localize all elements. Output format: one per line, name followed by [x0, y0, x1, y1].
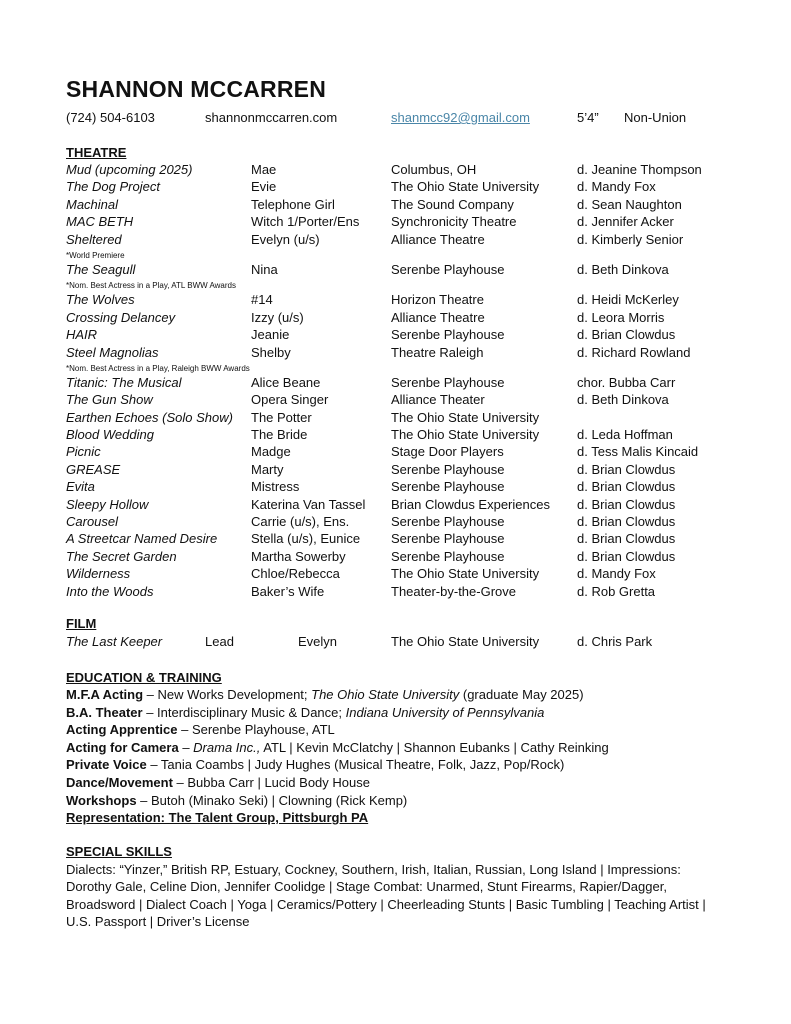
credit-director: d. Sean Naughton	[577, 196, 682, 212]
film-role: Evelyn	[298, 634, 338, 649]
credit-venue: The Ohio State University	[391, 566, 540, 582]
credit-role: Witch 1/Porter/Ens	[251, 214, 360, 230]
credit-role: Mae	[251, 162, 277, 177]
credit-show: The Gun Show	[66, 392, 153, 408]
credit-director: d. Beth Dinkova	[577, 261, 669, 277]
skills-heading: SPECIAL SKILLS	[66, 844, 172, 859]
credit-director: d. Mandy Fox	[577, 566, 656, 582]
credit-show: Into the Woods	[66, 583, 154, 599]
credit-role: Evie	[251, 179, 277, 195]
credit-venue: Serenbe Playhouse	[391, 327, 505, 343]
credit-show: Earthen Echoes (Solo Show)	[66, 409, 233, 425]
theatre-credit-row	[66, 310, 786, 327]
credit-note: *World Premiere	[66, 250, 125, 260]
credit-role: Marty	[251, 461, 284, 477]
education-ba: B.A. Theater – Interdisciplinary Music & Dance; Indiana University of Pennsylvania	[66, 704, 545, 720]
credit-director: d. Beth Dinkova	[577, 392, 669, 408]
theatre-credit-row	[66, 232, 786, 249]
credit-director: d. Brian Clowdus	[577, 479, 676, 495]
credit-venue: Serenbe Playhouse	[391, 374, 505, 390]
credit-show: Sleepy Hollow	[66, 496, 149, 512]
credit-show: Machinal	[66, 196, 119, 212]
credit-role: Opera Singer	[251, 392, 329, 408]
credit-show: The Seagull	[66, 261, 136, 277]
credit-director: d. Leda Hoffman	[577, 427, 673, 443]
credit-show: MAC BETH	[66, 214, 134, 230]
theatre-credit-row	[66, 292, 786, 309]
credit-show: Blood Wedding	[66, 427, 154, 443]
film-director: d. Chris Park	[577, 634, 653, 649]
credit-venue: Theatre Raleigh	[391, 344, 484, 360]
credit-show: GREASE	[66, 461, 121, 477]
credit-note: *Nom. Best Actress in a Play, ATL BWW Awards	[66, 281, 236, 291]
theatre-credit-row	[66, 375, 786, 392]
theatre-credit-row	[66, 197, 786, 214]
education-mfa: M.F.A Acting – New Works Development; The Ohio State University (graduate May 2025)	[66, 687, 584, 702]
credit-show: The Wolves	[66, 292, 135, 308]
credit-director: d. Jeanine Thompson	[577, 162, 702, 177]
credit-director: d. Kimberly Senior	[577, 231, 684, 247]
credit-role: Izzy (u/s)	[251, 309, 304, 325]
credit-show: Titanic: The Musical	[66, 374, 182, 390]
credit-show: Picnic	[66, 444, 101, 460]
union-status: Non-Union	[624, 110, 687, 125]
credit-note: *Nom. Best Actress in a Play, Raleigh BWW Awards	[66, 363, 250, 373]
film-billing: Lead	[205, 634, 234, 649]
credit-show: The Dog Project	[66, 179, 160, 195]
credit-venue: Serenbe Playhouse	[391, 514, 505, 530]
credit-show: HAIR	[66, 327, 98, 343]
email-link[interactable]: shanmcc92@gmail.com	[391, 110, 530, 125]
credit-role: Chloe/Rebecca	[251, 566, 340, 582]
credit-venue: The Sound Company	[391, 196, 514, 212]
education-heading: EDUCATION & TRAINING	[66, 670, 222, 685]
credit-director: d. Brian Clowdus	[577, 327, 676, 343]
credit-role: Stella (u/s), Eunice	[251, 531, 361, 547]
credit-venue: Serenbe Playhouse	[391, 261, 505, 277]
theatre-credit-row	[66, 497, 786, 514]
credit-venue: Serenbe Playhouse	[391, 479, 505, 495]
phone-number: (724) 504-6103	[66, 110, 155, 125]
credit-director: d. Brian Clowdus	[577, 531, 676, 547]
credit-show: A Streetcar Named Desire	[66, 531, 218, 547]
theatre-credit-row	[66, 584, 786, 601]
film-venue: The Ohio State University	[391, 634, 540, 649]
credit-venue: Brian Clowdus Experiences	[391, 496, 550, 512]
credit-venue: The Ohio State University	[391, 179, 540, 195]
credit-role: Evelyn (u/s)	[251, 231, 320, 247]
theatre-credit-row	[66, 531, 786, 548]
credit-role: Madge	[251, 444, 291, 460]
theatre-credit-row	[66, 214, 786, 231]
credit-role: The Potter	[251, 409, 312, 425]
credit-role: Mistress	[251, 479, 300, 495]
credit-show: Carousel	[66, 514, 119, 530]
theatre-credit-row	[66, 162, 786, 179]
resume-name: SHANNON MCCARREN	[66, 76, 327, 102]
credit-venue: Horizon Theatre	[391, 292, 484, 308]
skills-text: Dialects: “Yinzer,” British RP, Estuary, Cockney, Southern, Irish, Italian, Russian, Long Island | Impressions: Dorothy Gale, Celine Dion, Jennifer Coolidge | Stage Combat: Unarmed, Stunt Firearms, Rapier/Dagger, Broadsword | Dialect Coach | Yoga | Ceramics/Pottery | Cheerleading Stunts | Basic Tumbling | Teaching Artist | U.S. Passport | Driver’s License	[66, 862, 706, 930]
film-heading: FILM	[66, 616, 97, 631]
credit-venue: Alliance Theater	[391, 392, 485, 408]
theatre-credit-row	[66, 262, 786, 279]
training-apprentice: Acting Apprentice – Serenbe Playhouse, ATL	[66, 722, 335, 738]
credit-venue: Alliance Theatre	[391, 309, 485, 325]
training-camera: Acting for Camera – Drama Inc., ATL | Kevin McClatchy | Shannon Eubanks | Cathy Reinking	[66, 739, 609, 755]
training-voice: Private Voice – Tania Coambs | Judy Hughes (Musical Theatre, Folk, Jazz, Pop/Rock)	[66, 757, 565, 773]
film-title: The Last Keeper	[66, 634, 163, 649]
credit-director: d. Mandy Fox	[577, 179, 656, 195]
credit-role: The Bride	[251, 427, 308, 443]
website-link[interactable]: shannonmccarren.com	[205, 110, 338, 125]
credit-venue: Serenbe Playhouse	[391, 531, 505, 547]
credit-role: Alice Beane	[251, 374, 321, 390]
credit-role: Baker’s Wife	[251, 583, 325, 599]
credit-show: Evita	[66, 479, 95, 495]
education-list	[66, 687, 766, 828]
credit-role: #14	[251, 292, 273, 308]
theatre-credit-row	[66, 392, 786, 409]
credit-director: d. Tess Malis Kincaid	[577, 444, 699, 460]
theatre-credits	[66, 162, 786, 601]
theatre-credit-row	[66, 179, 786, 196]
credit-role: Shelby	[251, 344, 291, 360]
credit-venue: Serenbe Playhouse	[391, 461, 505, 477]
credit-role: Jeanie	[251, 327, 290, 343]
credit-director: d. Jennifer Acker	[577, 214, 674, 230]
credit-role: Martha Sowerby	[251, 548, 346, 564]
credit-show: Crossing Delancey	[66, 309, 176, 325]
training-dance: Dance/Movement – Bubba Carr | Lucid Body House	[66, 774, 370, 790]
credit-role: Nina	[251, 261, 278, 277]
height-value: 5’4”	[577, 110, 599, 125]
credit-director: d. Heidi McKerley	[577, 292, 679, 308]
credit-role: Telephone Girl	[251, 196, 335, 212]
credit-director: d. Richard Rowland	[577, 344, 691, 360]
credit-venue: The Ohio State University	[391, 409, 540, 425]
theatre-credit-row	[66, 427, 786, 444]
theatre-credit-row	[66, 462, 786, 479]
credit-show: Wilderness	[66, 566, 131, 582]
theatre-credit-row	[66, 549, 786, 566]
credit-role: Katerina Van Tassel	[251, 496, 366, 512]
theatre-credit-row	[66, 327, 786, 344]
theatre-credit-row	[66, 514, 786, 531]
credit-director: d. Brian Clowdus	[577, 461, 676, 477]
theatre-credit-row	[66, 345, 786, 362]
credit-venue: Stage Door Players	[391, 444, 504, 460]
credit-show: Steel Magnolias	[66, 344, 159, 360]
credit-director: d. Rob Gretta	[577, 583, 656, 599]
film-credit-row	[66, 634, 786, 651]
representation: Representation: The Talent Group, Pittsburgh PA	[66, 810, 369, 826]
training-workshops: Workshops – Butoh (Minako Seki) | Clowning (Rick Kemp)	[66, 792, 408, 808]
credit-venue: The Ohio State University	[391, 427, 540, 443]
theatre-credit-row	[66, 566, 786, 583]
credit-director: d. Brian Clowdus	[577, 514, 676, 530]
theatre-credit-row	[66, 410, 786, 427]
credit-show: The Secret Garden	[66, 548, 177, 564]
contact-line	[0, 110, 791, 128]
credit-director: d. Brian Clowdus	[577, 548, 676, 564]
credit-venue: Serenbe Playhouse	[391, 548, 505, 564]
credit-venue: Synchronicity Theatre	[391, 214, 517, 230]
credit-director: chor. Bubba Carr	[577, 374, 676, 390]
theatre-credit-row	[66, 444, 786, 461]
credit-venue: Columbus, OH	[391, 162, 477, 177]
credit-venue: Alliance Theatre	[391, 231, 485, 247]
credit-venue: Theater-by-the-Grove	[391, 583, 516, 599]
credit-show: Mud (upcoming 2025)	[66, 162, 193, 177]
credit-role: Carrie (u/s), Ens.	[251, 514, 350, 530]
theatre-heading: THEATRE	[66, 145, 127, 160]
credit-director: d. Leora Morris	[577, 309, 665, 325]
credit-director: d. Brian Clowdus	[577, 496, 676, 512]
theatre-credit-row	[66, 479, 786, 496]
credit-show: Sheltered	[66, 231, 122, 247]
